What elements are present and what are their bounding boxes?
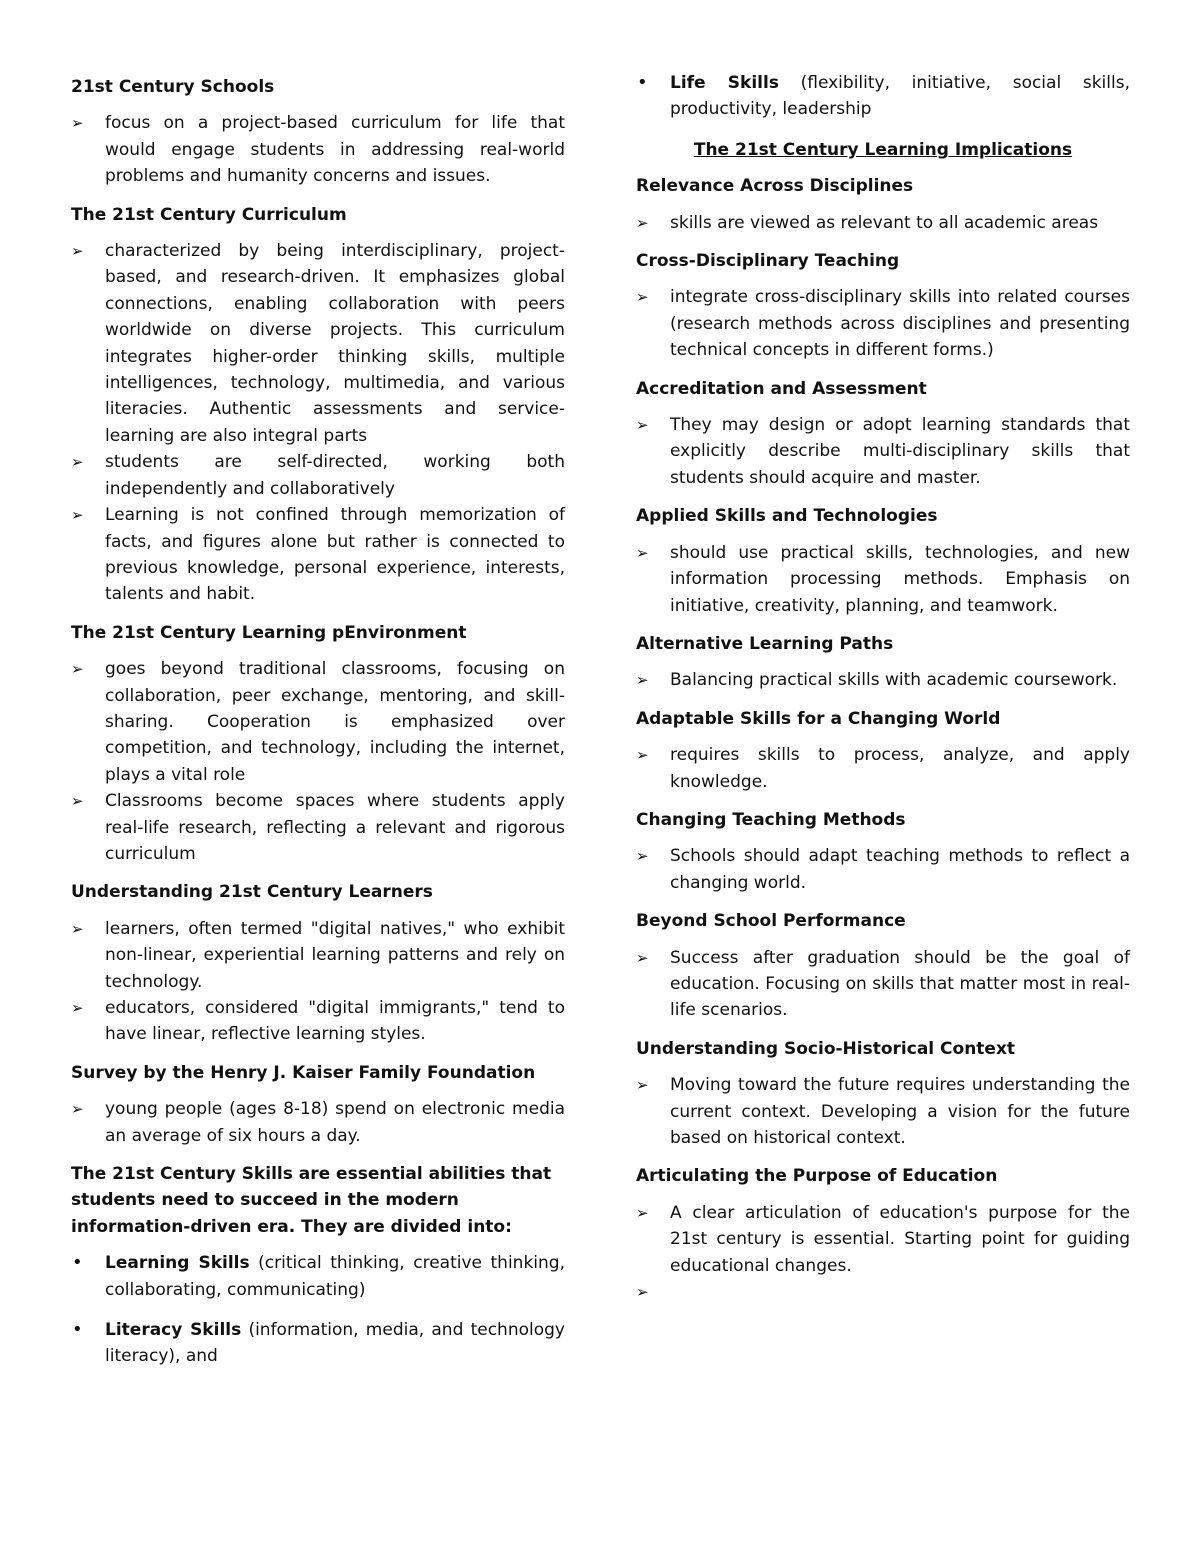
section-heading: Changing Teaching Methods — [636, 809, 906, 830]
section-heading: Accreditation and Assessment — [636, 378, 927, 399]
skills-intro: The 21st Century Skills are essential abilities that students need to succeed in the modern information-driven era. They are divided into: — [71, 1164, 552, 1237]
bullet-list — [636, 945, 1130, 1024]
list-item-text: A clear articulation of education's purpose for the 21st century is essential. Starting point for guiding educational changes. — [670, 1202, 1130, 1276]
bullet-list — [636, 742, 1130, 795]
bullet-list — [636, 412, 1130, 491]
arrow-bullet-icon: ➢ — [636, 543, 649, 562]
right-column — [636, 70, 1130, 1302]
list-item — [71, 502, 565, 608]
arrow-bullet-icon: ➢ — [71, 1100, 84, 1119]
arrow-bullet-icon: ➢ — [71, 660, 84, 679]
list-item — [71, 238, 565, 449]
arrow-bullet-icon: ➢ — [636, 948, 649, 967]
bullet-list — [636, 1072, 1130, 1151]
arrow-bullet-icon: ➢ — [636, 1203, 649, 1222]
list-item — [636, 540, 1130, 619]
list-item — [71, 1096, 565, 1149]
left-column — [71, 70, 565, 1384]
list-item-text: Classrooms become spaces where students apply real-life research, reflecting a relevant and rigorous curriculum — [105, 791, 565, 864]
section-heading: Relevance Across Disciplines — [636, 176, 914, 197]
list-item-text: Moving toward the future requires understanding the current context. Developing a vision for the future based on historical context. — [670, 1075, 1130, 1148]
section-heading: Articulating the Purpose of Education — [636, 1166, 998, 1187]
dot-bullet-icon: • — [72, 1252, 83, 1274]
bullet-list — [636, 284, 1130, 363]
list-item-text: integrate cross-disciplinary skills into related courses (research methods across disciplines and presenting technical concepts in different forms.) — [670, 287, 1130, 361]
bullet-list — [71, 110, 565, 189]
skill-term: Literacy Skills — [105, 1320, 242, 1341]
list-item — [636, 843, 1130, 896]
list-item — [636, 742, 1130, 795]
arrow-bullet-icon: ➢ — [636, 1283, 649, 1302]
arrow-bullet-icon: ➢ — [71, 792, 84, 811]
implications-title: The 21st Century Learning Implications — [693, 139, 1073, 160]
arrow-bullet-icon: ➢ — [71, 999, 84, 1017]
arrow-bullet-icon: ➢ — [636, 288, 649, 307]
arrow-bullet-icon: ➢ — [636, 416, 649, 435]
list-item-text: They may design or adopt learning standards that explicitly describe multi-disciplinary skills that students should acquire and master. — [670, 415, 1130, 488]
dot-bullet-icon: • — [637, 72, 648, 93]
arrow-bullet-icon: ➢ — [636, 746, 649, 765]
skill-item — [71, 1250, 565, 1303]
list-item-text: educators, considered "digital immigrants," tend to have linear, reflective learning styles. — [105, 998, 565, 1045]
bullet-list — [636, 667, 1130, 693]
section-heading: Beyond School Performance — [636, 911, 906, 932]
section-heading: The 21st Century Curriculum — [71, 204, 347, 225]
skill-item — [71, 1317, 565, 1370]
list-item-text: characterized by being interdisciplinary, project-based, and research-driven. It emphasizes global connections, enabling collaboration with peers worldwide on diverse projects. This curriculum integrates higher-order thinking skills, multiple intelligences, technology, multimedia, and various literacies. Authentic assessments and service-learning are also integral parts — [105, 241, 565, 446]
skills-list — [71, 1317, 565, 1370]
skill-description: (information, media, and technology literacy), and — [105, 1320, 565, 1367]
section-heading: Adaptable Skills for a Changing World — [636, 708, 1001, 729]
skill-term: Life Skills — [670, 73, 779, 93]
bullet-list — [71, 656, 565, 867]
arrow-bullet-icon: ➢ — [636, 1076, 649, 1095]
skills-list — [71, 1250, 565, 1303]
bullet-list — [636, 1200, 1130, 1302]
dot-bullet-icon: • — [72, 1319, 83, 1341]
arrow-bullet-icon: ➢ — [636, 671, 649, 690]
bullet-list — [636, 210, 1130, 236]
list-item — [71, 995, 565, 1048]
section-heading: Survey by the Henry J. Kaiser Family Foundation — [71, 1062, 536, 1083]
bullet-list — [71, 916, 565, 1048]
bullet-list — [71, 1096, 565, 1149]
list-item — [71, 788, 565, 867]
list-item — [636, 1200, 1130, 1279]
list-item — [71, 449, 565, 502]
section-heading: The 21st Century Learning pEnvironment — [71, 622, 467, 643]
list-item-text: learners, often termed "digital natives," who exhibit non-linear, experiential learning patterns and rely on technology. — [105, 918, 565, 992]
arrow-bullet-icon: ➢ — [71, 919, 84, 938]
list-item-text: Learning is not confined through memorization of facts, and figures alone but rather is connected to previous knowledge, personal experience, interests, talents and habit. — [105, 505, 565, 605]
list-item-text: Balancing practical skills with academic coursework. — [670, 670, 1118, 691]
list-item — [636, 210, 1130, 236]
section-heading: Cross-Disciplinary Teaching — [636, 251, 900, 272]
section-heading: Alternative Learning Paths — [636, 633, 894, 654]
arrow-bullet-icon: ➢ — [71, 114, 84, 133]
list-item — [71, 110, 565, 189]
list-item — [636, 412, 1130, 491]
skill-term: Learning Skills — [105, 1253, 250, 1274]
list-item-text: should use practical skills, technologies, and new information processing methods. Emphasis on initiative, creativity, planning, and teamwork. — [670, 542, 1130, 616]
bullet-list — [71, 238, 565, 608]
list-item-text: focus on a project-based curriculum for life that would engage students in addressing real-world problems and humanity concerns and issues. — [105, 113, 565, 187]
list-item-text: young people (ages 8-18) spend on electronic media an average of six hours a day. — [105, 1099, 565, 1146]
section-heading: Understanding Socio-Historical Context — [636, 1038, 1016, 1059]
list-item — [71, 656, 565, 788]
list-item-text: goes beyond traditional classrooms, focusing on collaboration, peer exchange, mentoring, and skill-sharing. Cooperation is emphasized over competition, and technology, including the internet, plays a vital role — [105, 659, 565, 785]
list-item-text: skills are viewed as relevant to all academic areas — [670, 212, 1099, 233]
section-heading: 21st Century Schools — [71, 77, 275, 97]
skill-item — [636, 70, 1130, 123]
list-item-text: Schools should adapt teaching methods to reflect a changing world. — [670, 846, 1130, 893]
list-item-text: requires skills to process, analyze, and apply knowledge. — [670, 745, 1130, 792]
arrow-bullet-icon: ➢ — [71, 242, 84, 261]
bullet-list — [636, 540, 1130, 619]
list-item — [71, 916, 565, 995]
list-item — [636, 284, 1130, 363]
arrow-bullet-icon: ➢ — [71, 453, 84, 472]
arrow-bullet-icon: ➢ — [636, 847, 649, 866]
list-item — [636, 1072, 1130, 1151]
list-item-text: students are self-directed, working both independently and collaboratively — [105, 452, 565, 499]
section-heading: Applied Skills and Technologies — [636, 506, 938, 527]
bullet-list — [636, 843, 1130, 896]
list-item — [636, 945, 1130, 1024]
list-item — [636, 667, 1130, 693]
list-item-text: Success after graduation should be the goal of education. Focusing on skills that matter most in real-life scenarios. — [670, 947, 1130, 1021]
arrow-bullet-icon: ➢ — [71, 506, 84, 525]
arrow-bullet-icon: ➢ — [636, 213, 649, 232]
section-heading: Understanding 21st Century Learners — [71, 882, 433, 903]
skill-description: (critical thinking, creative thinking, collaborating, communicating) — [105, 1253, 565, 1300]
skill-description: (flexibility, initiative, social skills, productivity, leadership — [670, 73, 1130, 120]
skills-list — [636, 70, 1130, 123]
